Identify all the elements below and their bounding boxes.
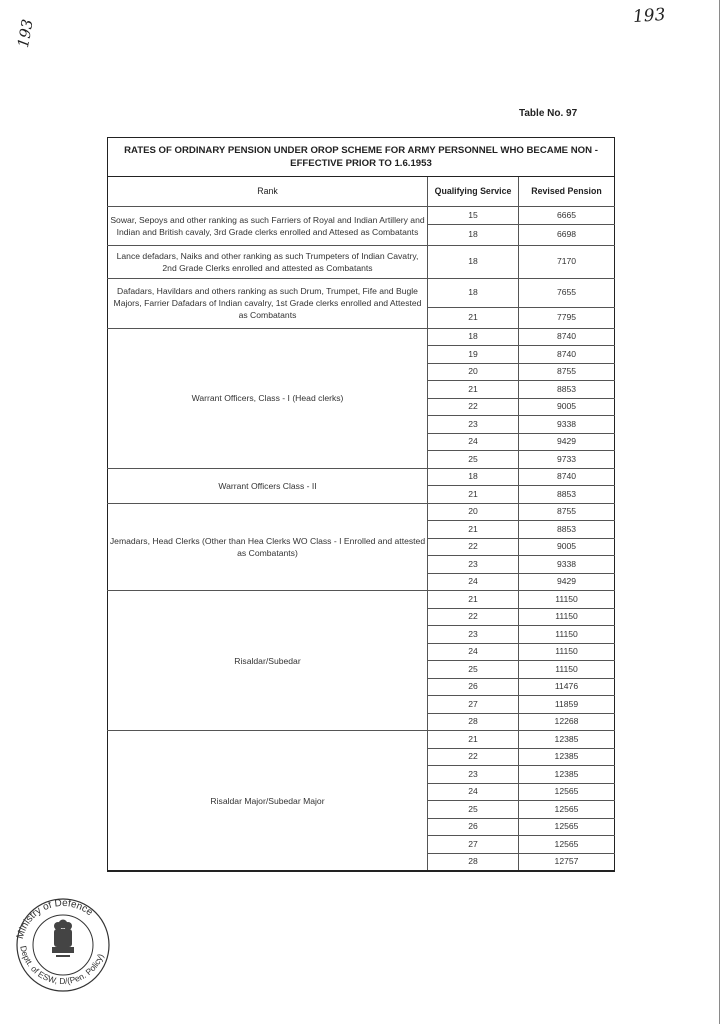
- qualifying-service-cell: 27: [428, 696, 519, 714]
- revised-pension-cell: 9733: [519, 451, 615, 469]
- rank-cell: Risaldar Major/Subedar Major: [108, 731, 428, 872]
- column-header-revised-pension: Revised Pension: [519, 177, 615, 207]
- table-row: [108, 503, 615, 521]
- revised-pension-cell: 8740: [519, 468, 615, 486]
- qualifying-service-cell: 25: [428, 661, 519, 679]
- qualifying-service-cell: 22: [428, 608, 519, 626]
- revised-pension-cell: 11476: [519, 678, 615, 696]
- qualifying-service-cell: 20: [428, 363, 519, 381]
- qualifying-service-cell: 25: [428, 801, 519, 819]
- revised-pension-cell: 11150: [519, 661, 615, 679]
- qualifying-service-cell: 25: [428, 451, 519, 469]
- revised-pension-cell: 12385: [519, 731, 615, 749]
- table-row: [108, 278, 615, 307]
- qualifying-service-cell: 15: [428, 207, 519, 225]
- revised-pension-cell: 9429: [519, 433, 615, 451]
- revised-pension-cell: 8755: [519, 363, 615, 381]
- qualifying-service-cell: 24: [428, 643, 519, 661]
- qualifying-service-cell: 24: [428, 573, 519, 591]
- handwritten-page-number: 193: [632, 4, 667, 28]
- seal-outer-text: Ministry of Defence: [14, 897, 95, 941]
- column-header-rank: Rank: [108, 177, 428, 207]
- qualifying-service-cell: 19: [428, 346, 519, 364]
- rank-cell: Warrant Officers Class - II: [108, 468, 428, 503]
- qualifying-service-cell: 28: [428, 853, 519, 871]
- revised-pension-cell: 9429: [519, 573, 615, 591]
- revised-pension-cell: 12565: [519, 818, 615, 836]
- qualifying-service-cell: 18: [428, 468, 519, 486]
- revised-pension-cell: 7170: [519, 245, 615, 278]
- revised-pension-cell: 12385: [519, 766, 615, 784]
- table-row: [108, 207, 615, 225]
- revised-pension-cell: 9338: [519, 556, 615, 574]
- page-edge-line: [719, 0, 720, 1024]
- revised-pension-cell: 11150: [519, 608, 615, 626]
- table-body: [108, 207, 615, 872]
- revised-pension-cell: 8755: [519, 503, 615, 521]
- revised-pension-cell: 9005: [519, 538, 615, 556]
- qualifying-service-cell: 23: [428, 416, 519, 434]
- seal-inner-text: Deptt. of ESW, D/(Pen. Policy): [18, 944, 106, 987]
- rank-cell: Warrant Officers, Class - I (Head clerks): [108, 328, 428, 468]
- qualifying-service-cell: 21: [428, 307, 519, 328]
- revised-pension-cell: 7795: [519, 307, 615, 328]
- qualifying-service-cell: 22: [428, 538, 519, 556]
- qualifying-service-cell: 23: [428, 556, 519, 574]
- revised-pension-cell: 8853: [519, 486, 615, 504]
- qualifying-service-cell: 18: [428, 224, 519, 245]
- revised-pension-cell: 7655: [519, 278, 615, 307]
- table-row: [108, 591, 615, 609]
- table-row: [108, 245, 615, 278]
- revised-pension-cell: 12757: [519, 853, 615, 871]
- revised-pension-cell: 8853: [519, 521, 615, 539]
- revised-pension-cell: 9005: [519, 398, 615, 416]
- revised-pension-cell: 12565: [519, 783, 615, 801]
- column-header-qualifying-service: Qualifying Service: [428, 177, 519, 207]
- revised-pension-cell: 9338: [519, 416, 615, 434]
- revised-pension-cell: 6698: [519, 224, 615, 245]
- rank-cell: Jemadars, Head Clerks (Other than Hea Clerks WO Class - I Enrolled and attested as Combatants): [108, 503, 428, 591]
- revised-pension-cell: 12565: [519, 801, 615, 819]
- revised-pension-cell: 12385: [519, 748, 615, 766]
- qualifying-service-cell: 22: [428, 748, 519, 766]
- qualifying-service-cell: 21: [428, 521, 519, 539]
- revised-pension-cell: 8740: [519, 328, 615, 346]
- qualifying-service-cell: 28: [428, 713, 519, 731]
- rank-cell: Lance defadars, Naiks and other ranking as such Trumpeters of Indian Cavatry, 2nd Grade Clerks enrolled and attested as Combatants: [108, 245, 428, 278]
- qualifying-service-cell: 18: [428, 245, 519, 278]
- handwritten-side-number: 193: [14, 17, 37, 50]
- qualifying-service-cell: 24: [428, 433, 519, 451]
- qualifying-service-cell: 18: [428, 328, 519, 346]
- revised-pension-cell: 11150: [519, 626, 615, 644]
- rank-cell: Risaldar/Subedar: [108, 591, 428, 731]
- qualifying-service-cell: 21: [428, 381, 519, 399]
- qualifying-service-cell: 21: [428, 486, 519, 504]
- table-row: [108, 468, 615, 486]
- table-row: [108, 731, 615, 749]
- qualifying-service-cell: 24: [428, 783, 519, 801]
- revised-pension-cell: 11859: [519, 696, 615, 714]
- qualifying-service-cell: 20: [428, 503, 519, 521]
- table-title: RATES OF ORDINARY PENSION UNDER OROP SCHEME FOR ARMY PERSONNEL WHO BECAME NON - EFFECTIVE PRIOR TO 1.6.1953: [108, 138, 615, 177]
- revised-pension-cell: 8853: [519, 381, 615, 399]
- revised-pension-cell: 11150: [519, 643, 615, 661]
- rank-cell: Dafadars, Havildars and others ranking as such Drum, Trumpet, Fife and Bugle Majors, Farrier Dafadars of Indian cavalry, 1st Grade clerks enrolled and Attested as Combatants: [108, 278, 428, 328]
- table-number: Table No. 97: [519, 108, 578, 119]
- revised-pension-cell: 6665: [519, 207, 615, 225]
- revised-pension-cell: 12268: [519, 713, 615, 731]
- revised-pension-cell: 8740: [519, 346, 615, 364]
- ministry-of-defence-seal: [10, 895, 116, 995]
- qualifying-service-cell: 21: [428, 591, 519, 609]
- qualifying-service-cell: 26: [428, 678, 519, 696]
- rank-cell: Sowar, Sepoys and other ranking as such Farriers of Royal and Indian Artillery and Indian and British cavaly, 3rd Grade clerks enrolled and Attesed as Combatants: [108, 207, 428, 246]
- qualifying-service-cell: 21: [428, 731, 519, 749]
- pension-table: [107, 137, 615, 872]
- national-emblem-icon: [52, 920, 74, 958]
- revised-pension-cell: 12565: [519, 836, 615, 854]
- qualifying-service-cell: 26: [428, 818, 519, 836]
- table-row: [108, 328, 615, 346]
- qualifying-service-cell: 23: [428, 766, 519, 784]
- qualifying-service-cell: 22: [428, 398, 519, 416]
- revised-pension-cell: 11150: [519, 591, 615, 609]
- qualifying-service-cell: 23: [428, 626, 519, 644]
- qualifying-service-cell: 18: [428, 278, 519, 307]
- qualifying-service-cell: 27: [428, 836, 519, 854]
